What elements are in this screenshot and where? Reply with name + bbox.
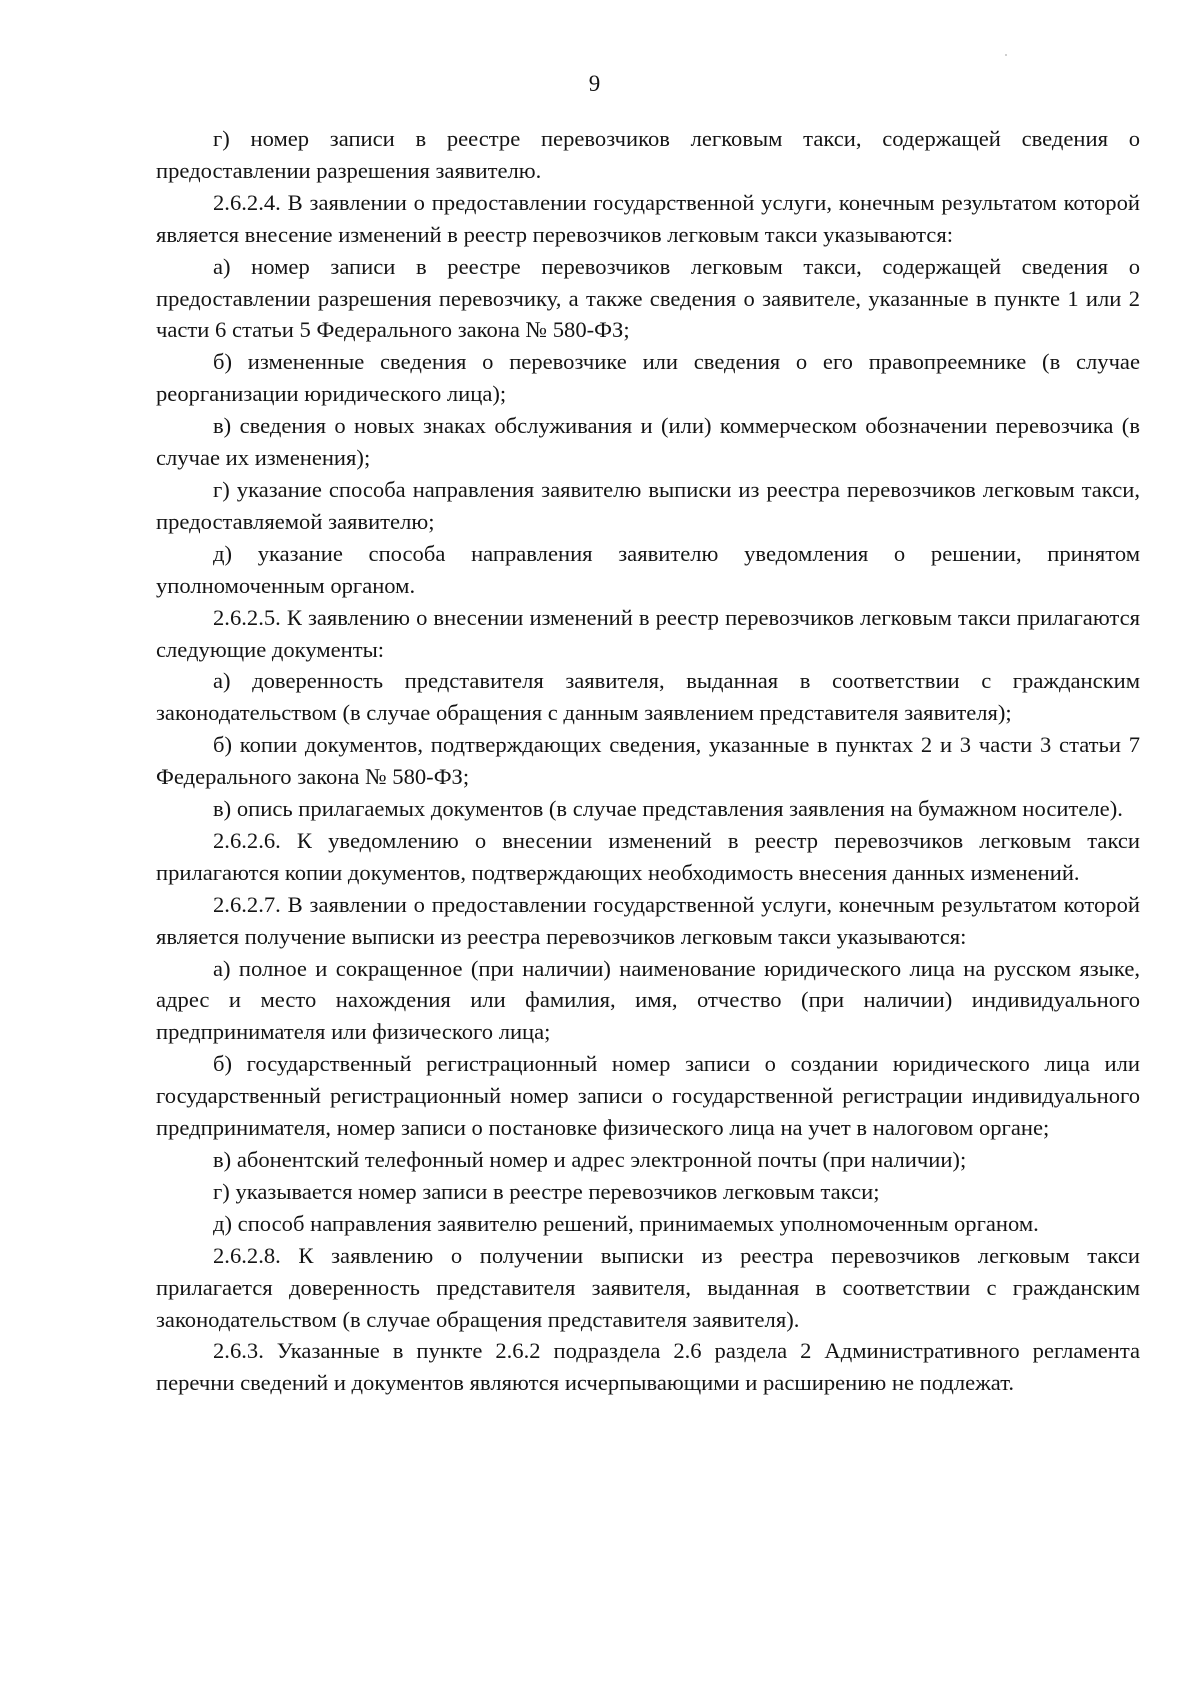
document-body [156, 123, 1140, 1399]
paragraph-11: в) опись прилагаемых документов (в случае представления заявления на бумажном носителе). [213, 796, 1123, 822]
paragraph-17: г) указывается номер записи в реестре перевозчиков легковым такси; [213, 1178, 880, 1204]
page-number: 9 [588, 71, 601, 96]
paragraph-3: а) номер записи в реестре перевозчиков легковым такси, содержащей сведения о предоставлении разрешения перевозчику, а также сведения о заявителе, указанные в пункте 1 или 2 части 6 статьи 5 Федерального закона № 580-ФЗ; [156, 253, 1140, 343]
paragraph-5: в) сведения о новых знаках обслуживания и (или) коммерческом обозначении перевозчика (в случае их изменения); [156, 413, 1140, 471]
paragraph-2: 2.6.2.4. В заявлении о предоставлении государственной услуги, конечным результатом которой является внесение изменений в реестр перевозчиков легковым такси указываются: [156, 189, 1140, 247]
paragraph-12: 2.6.2.6. К уведомлению о внесении изменений в реестр перевозчиков легковым такси прилагаются копии документов, подтверждающих необходимость внесения данных изменений. [156, 827, 1140, 885]
paragraph-7: д) указание способа направления заявителю уведомления о решении, принятом уполномоченным органом. [156, 540, 1140, 598]
paragraph-9: а) доверенность представителя заявителя, выданная в соответствии с гражданским законодательством (в случае обращения с данным заявлением представителя заявителя); [156, 668, 1140, 726]
paragraph-13: 2.6.2.7. В заявлении о предоставлении государственной услуги, конечным результатом которой является получение выписки из реестра перевозчиков легковым такси указываются: [156, 891, 1140, 949]
paragraph-18: д) способ направления заявителю решений, принимаемых уполномоченным органом. [213, 1210, 1039, 1236]
paragraph-6: г) указание способа направления заявителю выписки из реестра перевозчиков легковым такси, предоставляемой заявителю; [156, 476, 1140, 534]
paragraph-4: б) измененные сведения о перевозчике или сведения о его правопреемнике (в случае реорганизации юридического лица); [156, 349, 1140, 407]
scan-speck [1005, 54, 1007, 56]
paragraph-15: б) государственный регистрационный номер записи о создании юридического лица или государственный регистрационный номер записи о государственной регистрации индивидуального предпринимателя, номер записи о постановке физического лица на учет в налоговом органе; [156, 1051, 1140, 1141]
paragraph-10: б) копии документов, подтверждающих сведения, указанные в пунктах 2 и 3 части 3 статьи 7 Федерального закона № 580-ФЗ; [156, 732, 1140, 790]
paragraph-1: г) номер записи в реестре перевозчиков легковым такси, содержащей сведения о предоставлении разрешения заявителю. [156, 126, 1140, 183]
paragraph-14: а) полное и сокращенное (при наличии) наименование юридического лица на русском языке, адрес и место нахождения или фамилия, имя, отчество (при наличии) индивидуального предпринимателя или физического лица; [156, 955, 1140, 1045]
paragraph-8: 2.6.2.5. К заявлению о внесении изменений в реестр перевозчиков легковым такси прилагаются следующие документы: [156, 604, 1140, 662]
paragraph-16: в) абонентский телефонный номер и адрес электронной почты (при наличии); [213, 1147, 967, 1172]
paragraph-20: 2.6.3. Указанные в пункте 2.6.2 подраздела 2.6 раздела 2 Административного регламента перечни сведений и документов являются исчерпывающими и расширению не подлежат. [156, 1338, 1140, 1396]
paragraph-19: 2.6.2.8. К заявлению о получении выписки из реестра перевозчиков легковым такси прилагается доверенность представителя заявителя, выданная в соответствии с гражданским законодательством (в случае обращения представителя заявителя). [156, 1242, 1140, 1332]
